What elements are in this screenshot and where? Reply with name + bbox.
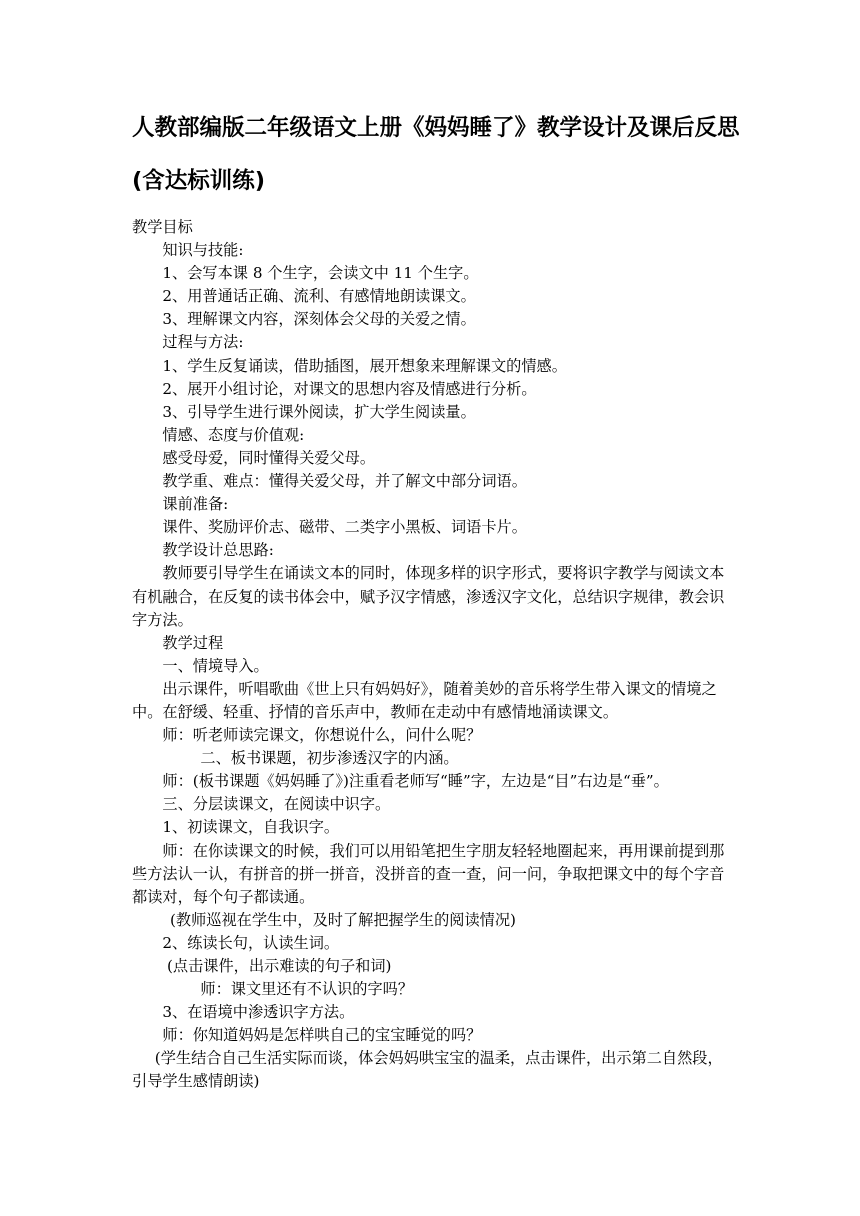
- paragraph: (学生结合自己生活实际而谈，体会妈妈哄宝宝的温柔，点击课件，出示第二自然段，引导学生感情朗读): [132, 1049, 723, 1091]
- paragraph: 教学过程: [162, 633, 224, 652]
- paragraph: 教学目标: [132, 218, 193, 236]
- paragraph: 二、板书课题，初步渗透汉字的内涵。: [200, 749, 459, 768]
- paragraph: 课件、奖励评价志、磁带、二类字小黑板、词语卡片。: [162, 518, 527, 537]
- document-body: [132, 216, 736, 1094]
- paragraph: 师：你知道妈妈是怎样哄自己的宝宝睡觉的吗？: [162, 1026, 482, 1045]
- paragraph: 一、情境导入。: [162, 656, 269, 675]
- paragraph: 师：(板书课题《妈妈睡了》)注重看老师写“睡”字，左边是“目”右边是“垂”。: [162, 772, 669, 791]
- paragraph: 感受母爱，同时懂得关爱父母。: [162, 448, 376, 467]
- paragraph: 2、练读长句，认读生词。: [162, 933, 340, 952]
- document-title: 人教部编版二年级语文上册《妈妈睡了》教学设计及课后反思(含达标训练): [132, 115, 740, 194]
- paragraph: 1、初读课文，自我识字。: [162, 818, 340, 837]
- paragraph: 课前准备:: [162, 495, 229, 514]
- paragraph: 师：听老师读完课文，你想说什么，问什么呢？: [162, 726, 482, 745]
- paragraph: 2、展开小组讨论，对课文的思想内容及情感进行分析。: [162, 379, 537, 398]
- paragraph: 2、用普通话正确、流利、有感情地朗读课文。: [162, 287, 476, 306]
- paragraph: 教师要引导学生在诵读文本的同时，体现多样的识字形式，要将识字教学与阅读文本有机融合，在反复的读书体会中，赋予汉字情感，渗透汉字文化，总结识字规律，教会识字方法。: [132, 564, 725, 629]
- paragraph: 知识与技能:: [162, 241, 244, 260]
- paragraph: 师：课文里还有不认识的字吗？: [200, 980, 414, 999]
- paragraph: 出示课件，听唱歌曲《世上只有妈妈好》，随着美妙的音乐将学生带入课文的情境之中。在舒缓、轻重、抒情的音乐声中，教师在走动中有感情地涌读课文。: [132, 679, 717, 721]
- paragraph: 三、分层读课文，在阅读中识字。: [162, 795, 391, 814]
- paragraph: 3、在语境中渗透识字方法。: [162, 1003, 355, 1022]
- paragraph: 师：在你读课文的时候，我们可以用铅笔把生字朋友轻轻地圈起来，再用课前提到那些方法认一认，有拼音的拼一拼音，没拼音的查一查，问一问，争取把课文中的每个字音都读对，每个句子都读通。: [132, 841, 725, 906]
- paragraph: 1、学生反复诵读，借助插图，展开想象来理解课文的情感。: [162, 356, 567, 375]
- paragraph: 过程与方法:: [162, 333, 244, 352]
- paragraph: 教学设计总思路:: [162, 541, 274, 560]
- paragraph: 教学重、难点：懂得关爱父母，并了解文中部分词语。: [162, 472, 527, 491]
- paragraph: (点击课件，出示难读的句子和词): [166, 957, 392, 975]
- paragraph: (教师巡视在学生中，及时了解把握学生的阅读情况): [170, 910, 516, 929]
- paragraph: 3、引导学生进行课外阅读，扩大学生阅读量。: [162, 402, 476, 421]
- paragraph: 1、会写本课 8 个生字，会读文中 11 个生字。: [162, 264, 479, 283]
- paragraph: 3、理解课文内容，深刻体会父母的关爱之情。: [162, 310, 476, 329]
- paragraph: 情感、态度与价值观:: [162, 425, 305, 444]
